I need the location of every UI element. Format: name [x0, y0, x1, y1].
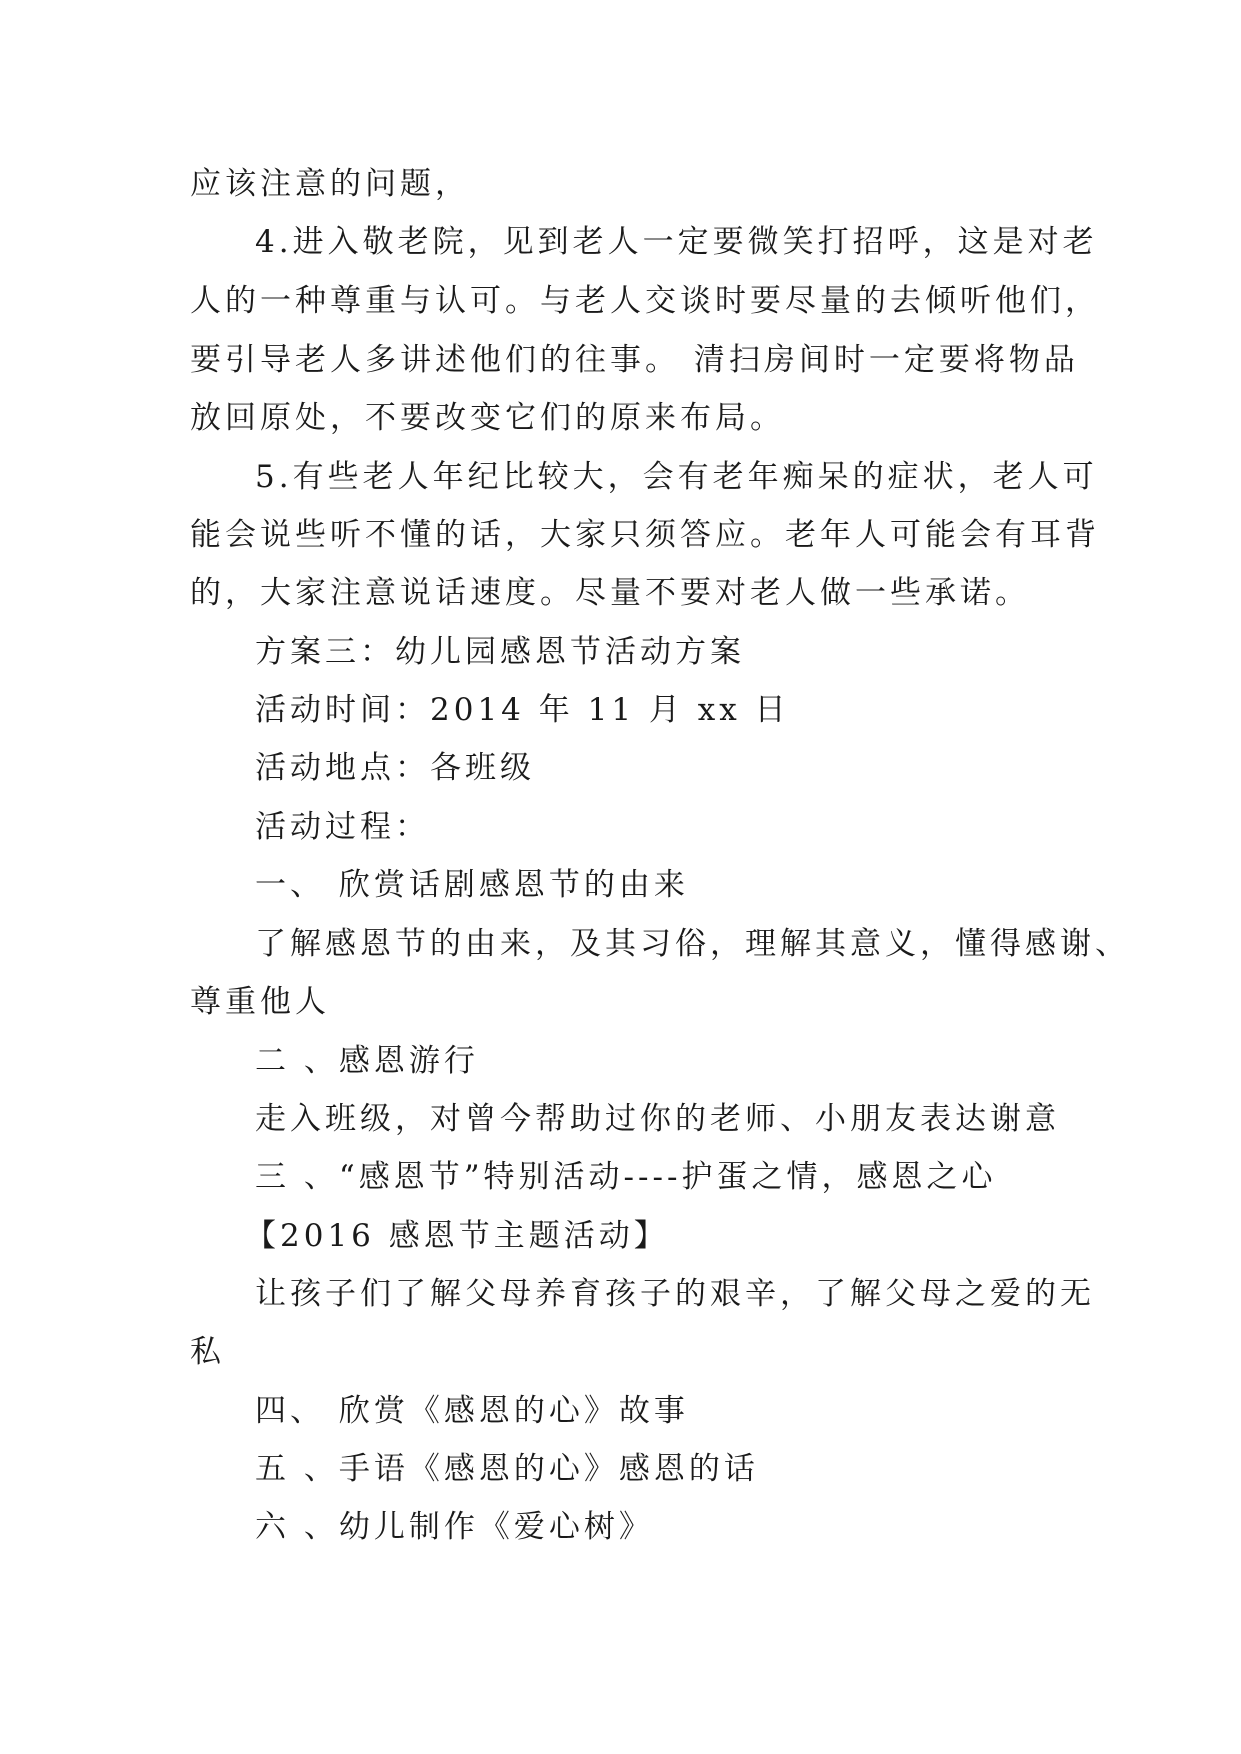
list-item-4: 4.进入敬老院，见到老人一定要微笑打招呼，这是对老 — [255, 224, 1098, 260]
section-heading: 方案三：幼儿园感恩节活动方案 — [255, 634, 745, 670]
activity-location: 活动地点：各班级 — [255, 750, 535, 786]
text-line: 的，大家注意说话速度。尽量不要对老人做一些承诺。 — [190, 575, 1030, 611]
text-line: 人的一种尊重与认可。与老人交谈时要尽量的去倾听他们， — [190, 283, 1100, 319]
step-heading-2: 二 、感恩游行 — [255, 1043, 479, 1079]
activity-process-label: 活动过程： — [255, 809, 430, 845]
text-line: 要引导老人多讲述他们的往事。 清扫房间时一定要将物品 — [190, 342, 1079, 378]
step-text: 了解感恩节的由来，及其习俗，理解其意义，懂得感谢、 — [255, 926, 1130, 962]
step-heading-1: 一、 欣赏话剧感恩节的由来 — [255, 867, 689, 903]
theme-heading: 【2016 感恩节主题活动】 — [245, 1218, 669, 1254]
step-heading-5: 五 、手语《感恩的心》感恩的话 — [255, 1451, 759, 1487]
step-text: 尊重他人 — [190, 984, 330, 1020]
step-text: 私 — [190, 1334, 225, 1370]
step-text: 让孩子们了解父母养育孩子的艰辛，了解父母之爱的无 — [255, 1276, 1095, 1312]
text-line: 应该注意的问题， — [190, 166, 470, 202]
step-heading-3: 三 、“感恩节”特别活动----护蛋之情，感恩之心 — [255, 1159, 997, 1195]
step-heading-4: 四、 欣赏《感恩的心》故事 — [255, 1393, 689, 1429]
step-text: 走入班级，对曾今帮助过你的老师、小朋友表达谢意 — [255, 1101, 1060, 1137]
text-line: 能会说些听不懂的话，大家只须答应。老年人可能会有耳背 — [190, 517, 1100, 553]
step-heading-6: 六 、幼儿制作《爱心树》 — [255, 1509, 654, 1545]
text-line: 放回原处，不要改变它们的原来布局。 — [190, 400, 785, 436]
list-item-5: 5.有些老人年纪比较大，会有老年痴呆的症状，老人可 — [255, 459, 1098, 495]
activity-time: 活动时间：2014 年 11 月 xx 日 — [255, 692, 790, 728]
